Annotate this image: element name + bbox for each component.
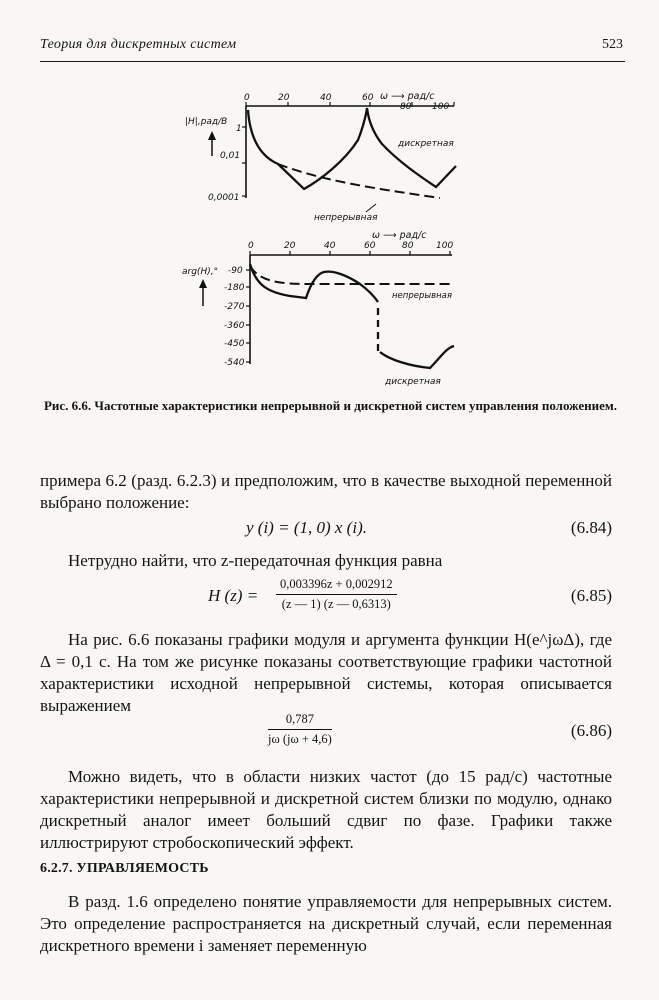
equation-body: y (i) = (1, 0) x (i). <box>246 518 367 537</box>
equation-6-86 <box>40 712 612 756</box>
magnitude-x-tick: 60 <box>362 93 374 103</box>
phase-y-tick: -450 <box>224 339 245 349</box>
phase-label-discrete: дискретная <box>385 377 441 387</box>
phase-x-tick: 0 <box>248 241 254 251</box>
page-number: 523 <box>602 37 623 52</box>
up-arrow-icon <box>199 279 207 288</box>
fraction-denominator: jω (jω + 4,6) <box>268 732 332 746</box>
magnitude-x-tick: 80 <box>400 102 412 112</box>
magnitude-x-axis-label: ω ⟶ рад/с <box>380 91 435 102</box>
figure-caption: Рис. 6.6. Частотные характеристики непрерывной и дискретной систем управления положением. <box>43 398 618 413</box>
phase-x-tick: 100 <box>436 241 454 251</box>
equation-6-84 <box>40 518 612 542</box>
section-heading: 6.2.7. УПРАВЛЯЕМОСТЬ <box>40 861 209 876</box>
equation-6-85 <box>40 577 612 621</box>
phase-x-axis-label: ω ⟶ рад/с <box>372 230 427 241</box>
magnitude-plot <box>185 91 456 223</box>
fraction-denominator: (z — 1) (z — 0,6313) <box>281 597 391 611</box>
phase-y-tick: -180 <box>224 283 245 293</box>
magnitude-label-discrete: дискретная <box>398 139 454 149</box>
phase-x-tick: 60 <box>364 241 376 251</box>
magnitude-x-tick: 40 <box>320 93 332 103</box>
paragraph: В разд. 1.6 определено понятие управляемости для непрерывных систем. Это определение распространяется на дискретный случай, если переменная дискретного времени i заменяет переменную <box>40 892 612 955</box>
phase-x-tick: 80 <box>402 241 414 251</box>
phase-y-tick: -540 <box>224 358 245 368</box>
up-arrow-icon <box>208 131 216 140</box>
paragraph: На рис. 6.6 показаны графики модуля и аргумента функции H(e^jωΔ), где Δ = 0,1 с. На том же рисунке показаны соответствующие графики частотной характеристики исходной непрерывной системы, которая описывается выражением <box>40 630 612 715</box>
magnitude-x-tick: 0 <box>244 93 250 103</box>
equation-lhs: H (z) = <box>208 586 259 605</box>
magnitude-label-continuous: непрерывная <box>314 213 378 223</box>
phase-plot <box>182 230 454 387</box>
header-rule <box>40 61 625 62</box>
phase-y-axis-label: arg(H),° <box>182 267 219 277</box>
magnitude-y-tick: 0,0001 <box>208 193 240 203</box>
paragraph: Нетрудно найти, что z-передаточная функция равна <box>68 551 443 570</box>
phase-x-tick: 40 <box>324 241 336 251</box>
magnitude-y-tick: 1 <box>236 124 242 134</box>
phase-y-tick: -270 <box>224 302 245 312</box>
phase-y-tick: -360 <box>224 321 245 331</box>
magnitude-x-tick: 20 <box>278 93 290 103</box>
equation-number: (6.85) <box>570 586 612 605</box>
phase-x-tick: 20 <box>284 241 296 251</box>
magnitude-y-tick: 0,01 <box>220 151 241 161</box>
phase-y-tick: -90 <box>228 266 243 276</box>
magnitude-y-axis-label: |H|,рад/В <box>185 117 228 127</box>
figure-6-6 <box>170 88 470 393</box>
equation-fraction <box>276 577 397 612</box>
equation-fraction <box>268 712 332 747</box>
fraction-numerator: 0,003396z + 0,002912 <box>276 577 397 595</box>
equation-number: (6.84) <box>570 518 612 537</box>
equation-number: (6.86) <box>570 721 612 740</box>
magnitude-x-tick: 100 <box>432 102 450 112</box>
phase-discrete-curve-lower <box>380 346 454 368</box>
phase-continuous-curve <box>250 266 454 284</box>
running-header-title: Теория для дискретных систем <box>40 37 237 52</box>
magnitude-continuous-curve <box>278 164 440 198</box>
paragraph: Можно видеть, что в области низких частот (до 15 рад/с) частотные характеристики непрерывной и дискретной систем близки по модулю, однако дискретный аналог имеет больший сдвиг по фазе. Графики также иллюстрируют стробоскопический эффект. <box>40 767 612 852</box>
fraction-numerator: 0,787 <box>268 712 332 730</box>
paragraph: примера 6.2 (разд. 6.2.3) и предположим, что в качестве выходной переменной выбрано положение: <box>40 471 612 512</box>
phase-label-continuous: непрерывная <box>392 291 452 301</box>
